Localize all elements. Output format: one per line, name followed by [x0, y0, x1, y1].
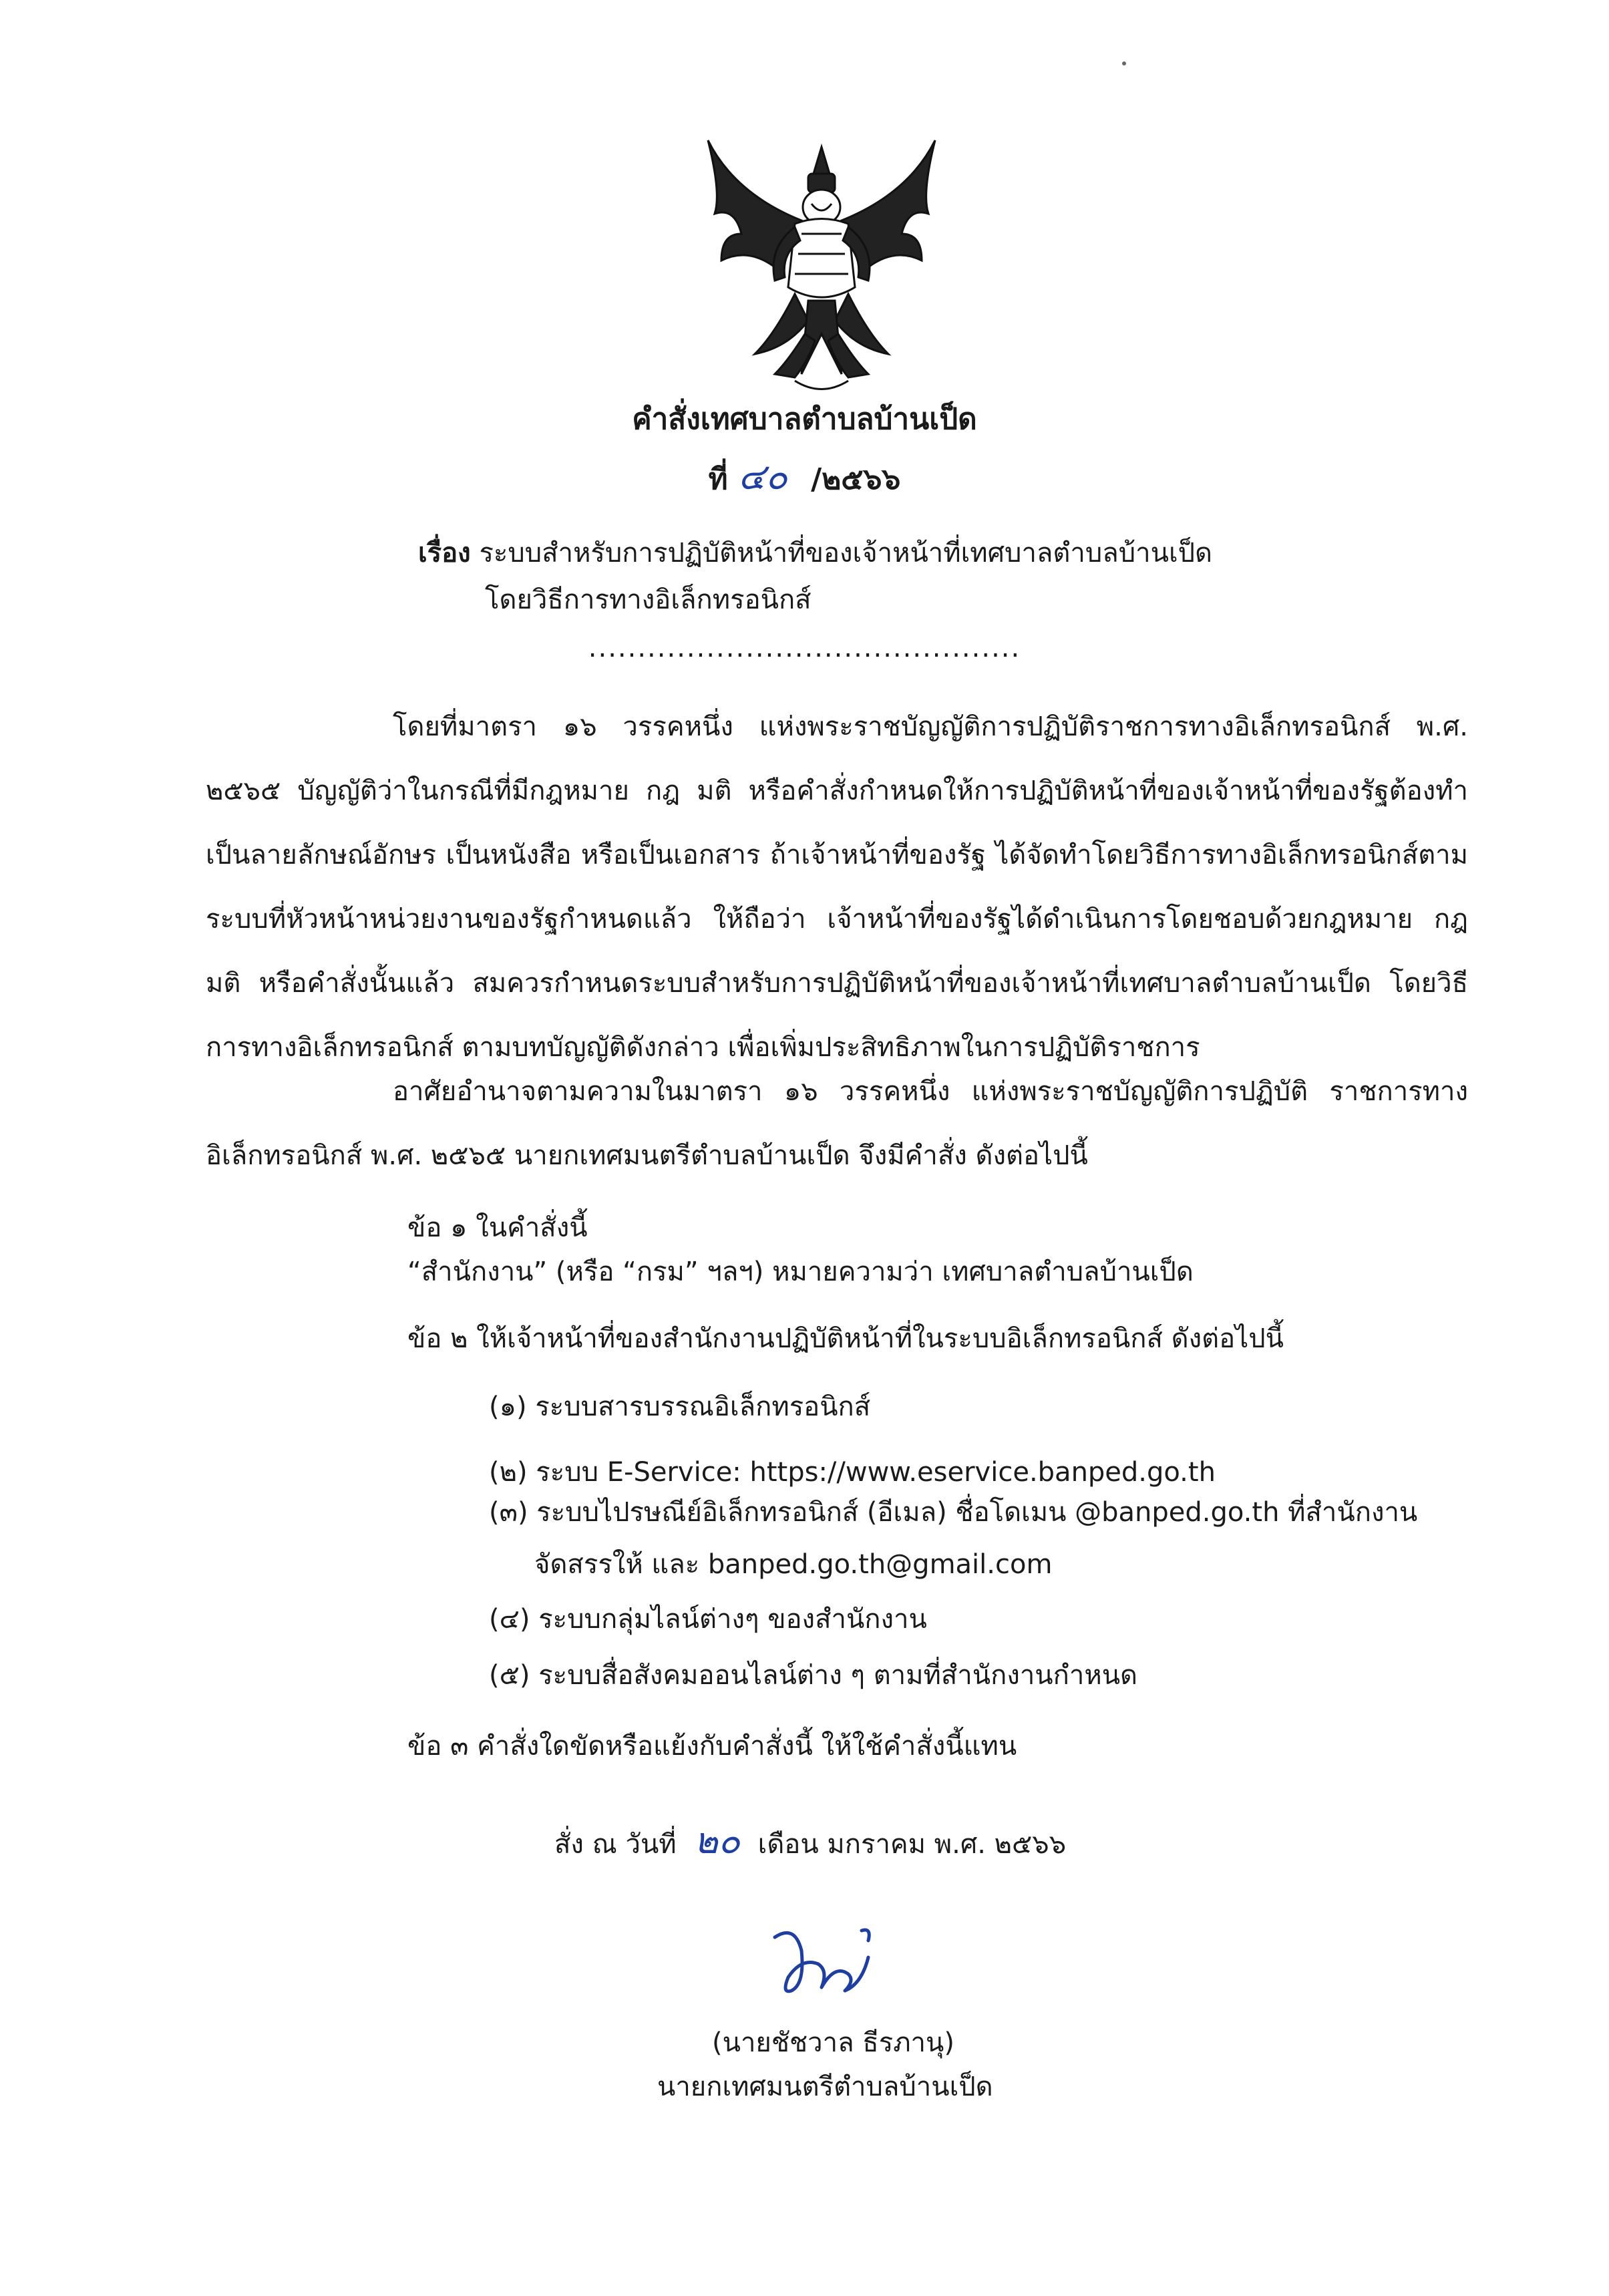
list-item: (๔) ระบบกลุ่มไลน์ต่างๆ ของสำนักงาน: [489, 1604, 927, 1635]
paragraph-2-text: อาศัยอำนาจตามความในมาตรา ๑๖ วรรคหนึ่ง แห่งพระราชบัญญัติการปฏิบัติ ราชการทางอิเล็กทรอนิกส์ พ.ศ. ๒๕๖๕ นายกเทศมนตรีตำบลบ้านเป็ด จึงมีคำสั่ง ดังต่อไปนี้: [206, 1076, 1468, 1171]
list-item: (๑) ระบบสารบรรณอิเล็กทรอนิกส์: [489, 1391, 871, 1422]
divider: ............................................: [588, 633, 1021, 663]
clause-1-title: ข้อ ๑ ในคำสั่งนี้: [407, 1212, 588, 1243]
signer-title: นายกเทศมนตรีตำบลบ้านเป็ด: [657, 2072, 993, 2102]
paragraph-1-text: โดยที่มาตรา ๑๖ วรรคหนึ่ง แห่งพระราชบัญญัติการปฏิบัติราชการทางอิเล็กทรอนิกส์ พ.ศ. ๒๕๖๕ บัญญัติว่าในกรณีที่มีกฎหมาย กฎ มติ หรือคำสั่งกำหนดให้การปฏิบัติหน้าที่ของเจ้าหน้าที่ของรัฐต้องทำเป็นลายลักษณ์อักษร เป็นหนังสือ หรือเป็นเอกสาร ถ้าเจ้าหน้าที่ของรัฐ ได้จัดทำโดยวิธีการทางอิเล็กทรอนิกส์ตามระบบที่หัวหน้าหน่วยงานของรัฐกำหนดแล้ว ให้ถือว่า เจ้าหน้าที่ของรัฐได้ดำเนินการโดยชอบด้วยกฎหมาย กฎ มติ หรือคำสั่งนั้นแล้ว สมควรกำหนดระบบสำหรับการปฏิบัติหน้าที่ของเจ้าหน้าที่เทศบาลตำบลบ้านเป็ด โดยวิธีการทางอิเล็กทรอนิกส์ ตามบทบัญญัติดังกล่าว เพื่อเพิ่มประสิทธิภาพในการปฏิบัติราชการ: [206, 711, 1468, 1063]
paragraph-2: [206, 1059, 1468, 1188]
number-prefix: ที่: [708, 462, 728, 496]
order-date: [554, 1822, 1066, 1863]
list-item: (๕) ระบบสื่อสังคมออนไลน์ต่าง ๆ ตามที่สำนักงานกำหนด: [489, 1660, 1138, 1691]
number-handwritten: ๔๐: [737, 456, 787, 498]
date-suffix: เดือน มกราคม พ.ศ. ๒๕๖๖: [757, 1829, 1067, 1860]
clause-1-definition: “สำนักงาน” (หรือ “กรม” ฯลฯ) หมายความว่า เทศบาลตำบลบ้านเป็ด: [407, 1257, 1194, 1287]
date-prefix: สั่ง ณ วันที่: [554, 1829, 677, 1860]
clause-2-title: ข้อ ๒ ให้เจ้าหน้าที่ของสำนักงานปฏิบัติหน้าที่ในระบบอิเล็กทรอนิกส์ ดังต่อไปนี้: [407, 1323, 1284, 1354]
list-item: (๓) ระบบไปรษณีย์อิเล็กทรอนิกส์ (อีเมล) ชื่อโดเมน @banped.go.th ที่สำนักงาน: [489, 1497, 1418, 1528]
signer-name: (นายชัชวาล ธีรภานุ): [712, 2027, 954, 2058]
subject-text-2: โดยวิธีการทางอิเล็กทรอนิกส์: [485, 585, 812, 615]
subject-text-1: ระบบสำหรับการปฏิบัติหน้าที่ของเจ้าหน้าที่เทศบาลตำบลบ้านเป็ด: [479, 538, 1212, 568]
number-suffix: /๒๕๖๖: [811, 462, 901, 496]
scan-speck: [1122, 61, 1126, 65]
paragraph-1: [206, 695, 1468, 1080]
clause-3-title: ข้อ ๓ คำสั่งใดขัดหรือแย้งกับคำสั่งนี้ ให้ใช้คำสั่งนี้แทน: [407, 1731, 1017, 1762]
document-number: [0, 458, 1609, 498]
handwritten-signature: [755, 1911, 888, 2011]
list-item: (๒) ระบบ E-Service: https://www.eservice.banped.go.th: [489, 1457, 1216, 1488]
subject-line-1: [418, 534, 1212, 572]
list-item-continued: จัดสรรให้ และ banped.go.th@gmail.com: [534, 1549, 1053, 1580]
document-title: คำสั่งเทศบาลตำบลบ้านเป็ด: [632, 402, 977, 436]
subject-label: เรื่อง: [418, 538, 471, 568]
date-day-handwritten: ๒๐: [694, 1820, 740, 1862]
garuda-emblem-icon: [695, 134, 948, 401]
